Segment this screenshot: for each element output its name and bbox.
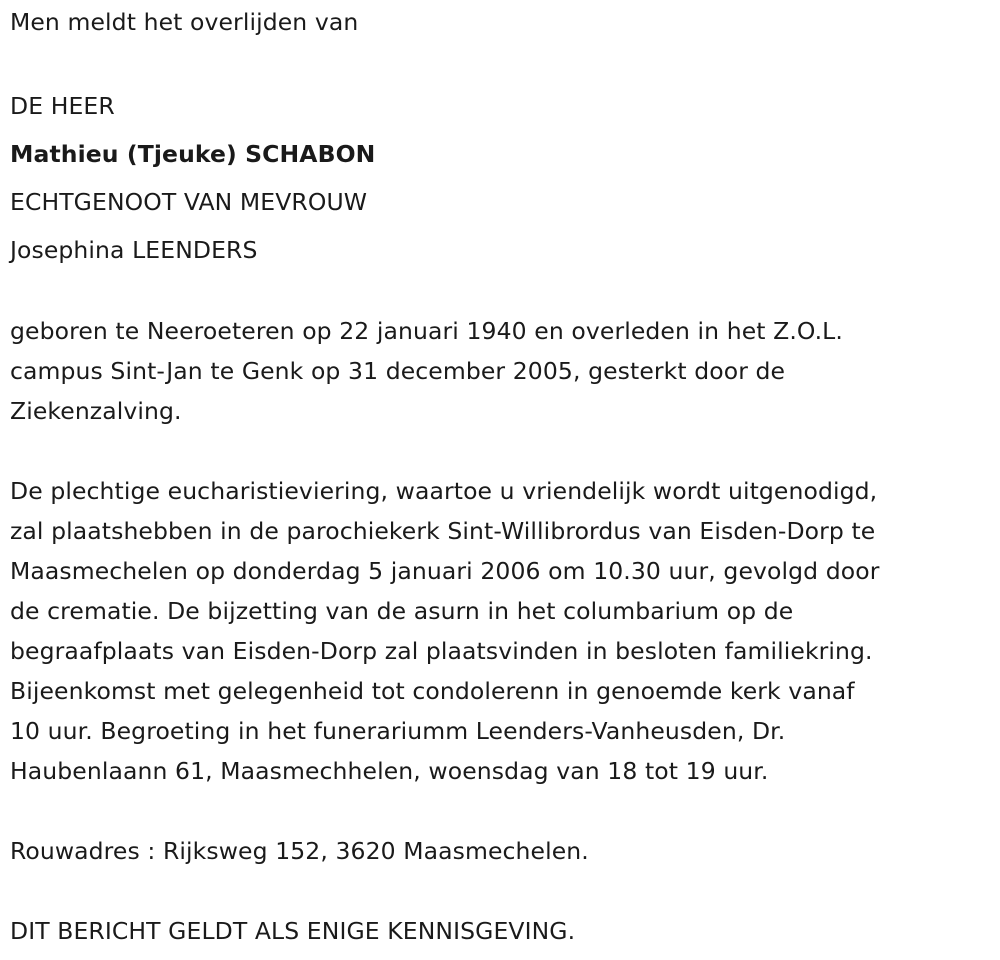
paragraph-line: campus Sint-Jan te Genk op 31 december 2005, gesterkt door de: [10, 357, 786, 385]
deceased-name: Mathieu (Tjeuke) SCHABON: [10, 140, 376, 168]
paragraph-line: 10 uur. Begroeting in het funerariumm Leenders-Vanheusden, Dr.: [10, 717, 786, 745]
paragraph-line: Maasmechelen op donderdag 5 januari 2006 om 10.30 uur, gevolgd door: [10, 557, 880, 585]
paragraph-line: De plechtige eucharistieviering, waartoe u vriendelijk wordt uitgenodigd,: [10, 477, 878, 505]
deceased-title-block: [10, 88, 375, 280]
spouse-name: Josephina LEENDERS: [10, 236, 258, 264]
honorific: DE HEER: [10, 92, 115, 120]
closing-notice: DIT BERICHT GELDT ALS ENIGE KENNISGEVING.: [10, 917, 576, 945]
spouse-label: ECHTGENOOT VAN MEVROUW: [10, 188, 368, 216]
paragraph-line: begraafplaats van Eisden-Dorp zal plaatsvinden in besloten familiekring.: [10, 637, 873, 665]
mourning-address: Rouwadres : Rijksweg 152, 3620 Maasmechelen.: [10, 837, 589, 865]
paragraph-line: Bijeenkomst met gelegenheid tot condolerenn in genoemde kerk vanaf: [10, 677, 855, 705]
paragraph-line: Haubenlaann 61, Maasmechhelen, woensdag van 18 tot 19 uur.: [10, 757, 769, 785]
birth-death-paragraph: [10, 311, 843, 431]
paragraph-line: geboren te Neeroeteren op 22 januari 1940 en overleden in het Z.O.L.: [10, 317, 843, 345]
paragraph-line: Ziekenzalving.: [10, 397, 182, 425]
ceremony-paragraph: [10, 471, 879, 791]
paragraph-line: zal plaatshebben in de parochiekerk Sint-Willibrordus van Eisden-Dorp te: [10, 517, 876, 545]
paragraph-line: de crematie. De bijzetting van de asurn in het columbarium op de: [10, 597, 794, 625]
intro-line: Men meldt het overlijden van: [10, 8, 359, 36]
